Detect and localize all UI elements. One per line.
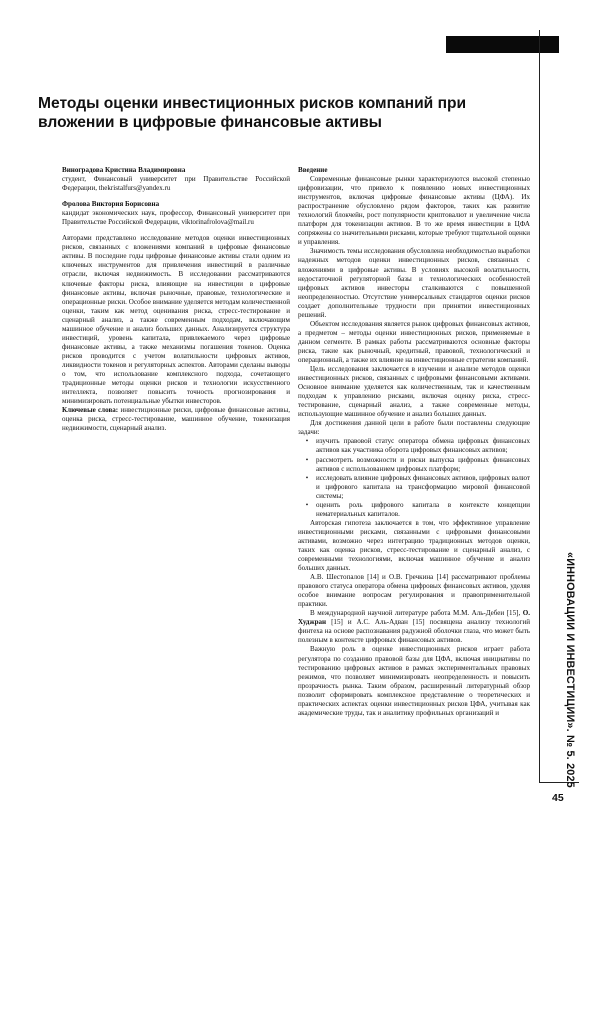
list-item: • исследовать влияние цифровых финансовых активов, цифровых валют и цифрового капитала на трансформацию мировой финансовой системы; — [298, 474, 530, 501]
paragraph: Авторская гипотеза заключается в том, что эффективное управление инвестиционными рисками, связанными с цифровыми финансовыми активами, возможно через интеграцию традиционных методов оценки, таких как оценка рисков, стресс-тестирование и сценарный анализ, с современными технологиями, включая машинное обучение и анализ больших данных. — [298, 518, 530, 573]
list-item: • оценить роль цифрового капитала в контексте концепции нематериальных капиталов. — [298, 501, 530, 519]
paragraph: А.В. Шестопалов [14] и О.В. Гречкина [14] рассматривают проблемы правового статуса оператора обмена цифровых финансовых активов, уделяя особое внимание вопросам регулирования и правоприменительной практики. — [298, 573, 530, 609]
list-item: • изучить правовой статус оператора обмена цифровых финансовых активов как участника оборота цифровых финансовых активов; — [298, 437, 530, 455]
author-affiliation: студент, Финансовый университет при Правительстве Российской Федерации, thekristalfurs@yandex.ru — [62, 175, 290, 193]
paragraph: Значимость темы исследования обусловлена необходимостью выработки надежных методов оценки инвестиционных рисков, связанных с вложениями в цифровые активы. В условиях высокой волатильности, недостаточной регуляторной базы и технологических особенностей цифровых активов инвесторы сталкиваются с повышенной неопределенностью. Отсутствие универсальных стандартов оценки рисков создает дополнительные трудности при принятии инвестиционных решений. — [298, 247, 530, 319]
bullet-icon: • — [305, 437, 309, 446]
paragraph: Цель исследования заключается в изучении и анализе методов оценки инвестиционных рисков, связанных с цифровыми финансовыми активами. Основное внимание уделяется как количественным, так и качественным подходам к управлению рисками, включая оценку риска, стресс-тестирование, сценарный анализ, а также современные методы, использующие машинное обучение и анализ больших данных. — [298, 365, 530, 419]
author-name: Фролова Виктория Борисовна — [62, 200, 160, 209]
paragraph: Для достижения данной цели в работе были поставлены следующие задачи: — [298, 419, 530, 437]
page-number: 45 — [552, 792, 564, 804]
author-affiliation: кандидат экономических наук, профессор, Финансовый университет при Правительстве Российской Федерации, viktorinafrolova@mail.ru — [62, 209, 290, 227]
bullet-icon: • — [305, 473, 309, 482]
bullet-icon: • — [305, 500, 309, 509]
paragraph: Важную роль в оценке инвестиционных рисков играет работа регулятора по созданию правовой базы для ЦФА, включая инициативы по тестированию цифровых активов в рамках экспериментальных правовых режимов, что позволяет минимизировать неопределенность и повысить прозрачность рынка. Таким образом, расширенный литературный обзор позволит сформировать комплексное представление о теоретических и практических аспектах оценки инвестиционных рисков ЦФА, учитывая как академические труды, так и аналитику профильных организаций и — [298, 645, 530, 717]
author-name: Виноградова Кристина Владимировна — [62, 166, 186, 174]
margin-rule — [539, 30, 540, 782]
left-column — [62, 166, 290, 433]
journal-running-title: «ИННОВАЦИИ И ИНВЕСТИЦИИ». № 5. 2025 — [564, 552, 576, 788]
right-column — [298, 166, 530, 718]
abstract: Авторами представлено исследование методов оценки инвестиционных рисков, связанных с вложениями компаний в цифровые финансовые активы. В последние годы цифровые финансовые активы стали одним из ключевых инструментов для привлечения инвестиций в различные отрасли, включая недвижимость. В исследовании рассматриваются ключевые факторы риска, влияющие на инвестиции в цифровые финансовые активы, включая рыночные, правовые, технологические и операционные риски. Особое внимание уделяется методам количественной оценки, таким как метод оценивания риска, стресс-тестирование и сценарный анализ, а также современным подходам, включающим машинное обучение и анализ больших данных. Анализируется структура инвестиций, уровень капитала, привлекаемого через цифровые финансовые активы, а также механизмы погашения токенов. Оценка рисков проводится с учетом волатильности цифровых активов, ликвидности токенов и регуляторных аспектов. Авторами сделаны выводы о том, что использование комплексного подхода, сочетающего традиционные методы оценки рисков и технологии искусственного интеллекта, позволяет повысить точность прогнозирования и минимизировать потенциальные убытки инвесторов. — [62, 234, 290, 406]
bullet-icon: • — [305, 455, 309, 464]
article-title: Методы оценки инвестиционных рисков компаний при вложении в цифровые финансовые активы — [38, 95, 467, 131]
list-item: • рассмотреть возможности и риски выпуска цифровых финансовых активов с использованием цифровых платформ; — [298, 456, 530, 474]
paragraph: В международной научной литературе работа М.М. Аль-Дебеи [15], О. Худжран [15] и А.С. Аль-Адван [15] посвящена анализу технологий финтеха на основе распознавания радужной оболочки глаза, что может быть полезным в контексте цифровых финансовых активов. — [298, 609, 530, 645]
section-heading-introduction: Введение — [298, 166, 328, 174]
keywords-label: Ключевые слова: — [62, 406, 119, 415]
header-black-bar — [446, 36, 559, 53]
paragraph: Современные финансовые рынки характеризуются высокой степенью цифровизации, что привело к появлению новых инвестиционных инструментов, включая цифровые финансовые активы (ЦФА). Их распространение обусловлено рядом факторов, таких как развитие технологий блокчейн, рост популярности криптовалют и увеличение числа платформ для токенизации активов. В то же время инвестиции в ЦФА сопряжены со значительными рисками, которые требуют тщательной оценки и управления. — [298, 175, 530, 247]
paragraph: Объектом исследования является рынок цифровых финансовых активов, а предметом – методы оценки инвестиционных рисков, применяемые в данном сегменте. В рамках работы рассматриваются основные факторы риска, такие как рыночный, кредитный, правовой, технологический и операционный, а также их влияние на инвестиционные стратегии компаний. — [298, 319, 530, 364]
keywords — [62, 406, 290, 433]
keywords-text: инвестиционные риски, цифровые финансовые активы, оценка риска, стресс-тестирование, машинное обучение, токенизация недвижимости, сценарный анализ. — [62, 406, 290, 433]
